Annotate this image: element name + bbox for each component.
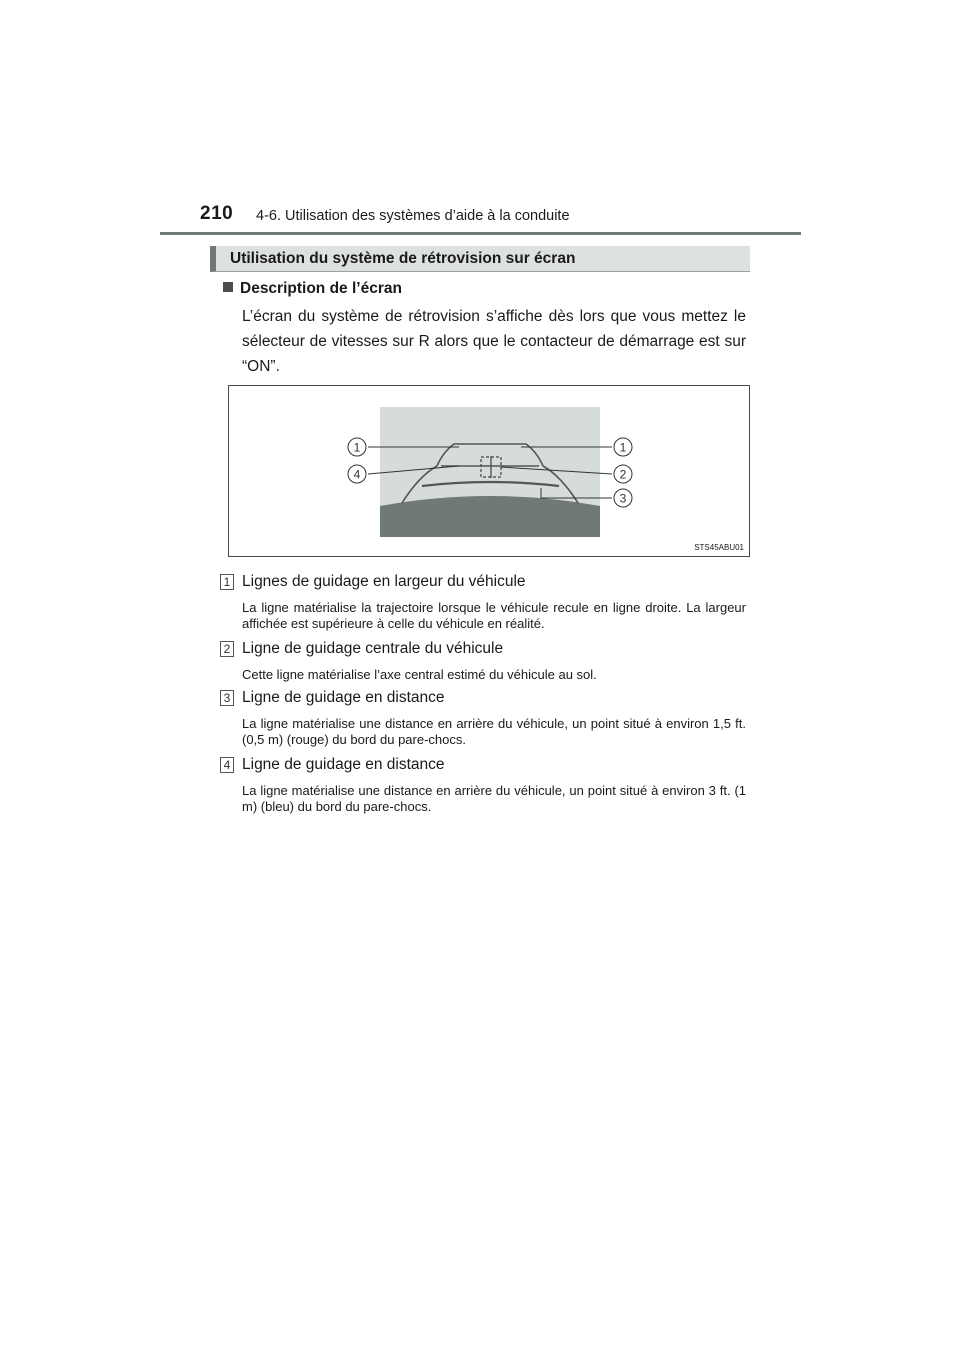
item-number-badge: 1 [220,574,234,590]
figure-code: STS45ABU01 [694,543,744,552]
item-number-badge: 2 [220,641,234,657]
item-number-badge: 4 [220,757,234,773]
square-bullet-icon [223,282,233,292]
intro-paragraph: L’écran du système de rétrovision s’affiche dès lors que vous mettez le sélecteur de vitesses sur R alors que le contacteur de démarrage est sur “ON”. [242,308,746,375]
section-title: Utilisation du système de rétrovision sur écran [230,250,576,267]
callout-label: 4 [353,467,361,482]
item-title: Ligne de guidage en distance [242,756,445,773]
item-title: Ligne de guidage centrale du véhicule [242,640,504,657]
ground-area [380,496,600,537]
chapter-title: 4-6. Utilisation des systèmes d’aide à la conduite [256,208,570,224]
item-title: Ligne de guidage en distance [242,689,445,706]
item-description: La ligne matérialise la trajectoire lorsque le véhicule recule en ligne droite. La largeur affichée est supérieure à celle du véhicule en réalité. [242,600,746,631]
header-divider [160,232,801,235]
rear-view-camera-figure [228,385,750,557]
callout-label: 3 [619,491,627,506]
item-title: Lignes de guidage en largeur du véhicule [242,573,526,590]
callout-label: 1 [619,440,627,455]
section-header [210,246,750,272]
page-number: 210 [200,203,234,224]
camera-screen-illustration [229,386,751,558]
subsection-title: Description de l’écran [240,280,402,297]
subsection-heading [223,280,402,298]
callout-label: 2 [619,467,627,482]
callout-label: 1 [353,440,361,455]
item-description: Cette ligne matérialise l’axe central estimé du véhicule au sol. [242,667,597,682]
item-description: La ligne matérialise une distance en arrière du véhicule, un point situé à environ 1,5 ft. (0,5 m) (rouge) du bord du pare-chocs. [242,716,746,747]
item-number-badge: 3 [220,690,234,706]
item-description: La ligne matérialise une distance en arrière du véhicule, un point situé à environ 3 ft. (1 m) (bleu) du bord du pare-chocs. [242,783,746,814]
